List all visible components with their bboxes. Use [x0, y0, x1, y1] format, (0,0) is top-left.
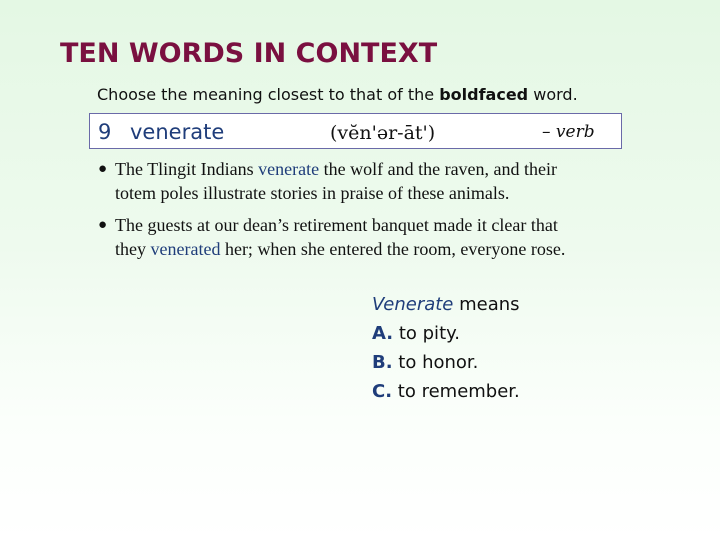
instruction-text — [97, 85, 578, 104]
question-means: means — [459, 294, 520, 315]
instruction-before: Choose the meaning closest to that of the — [97, 85, 435, 104]
option-letter: B. — [372, 352, 393, 373]
option-text: to pity. — [398, 323, 460, 344]
option-letter: A. — [372, 323, 394, 344]
option-letter: C. — [372, 381, 393, 402]
answer-option-b[interactable] — [372, 348, 520, 377]
question-word: Venerate — [372, 294, 454, 315]
instruction-bold: boldfaced — [439, 85, 529, 104]
option-text: to remember. — [397, 381, 520, 402]
pronunciation: (vĕn'ər-āt') — [330, 122, 436, 144]
sentence-text: they — [115, 239, 146, 259]
bullet-icon: ● — [98, 161, 108, 177]
word-number: 9 — [98, 120, 112, 144]
sentence-text: The guests at our dean’s retirement banquet made it clear that — [115, 215, 558, 235]
question-stem — [372, 290, 520, 319]
sentence-text: the wolf and the raven, and their — [323, 159, 558, 179]
vocabulary-word: venerate — [130, 120, 225, 144]
example-sentence-1 — [98, 157, 698, 205]
part-of-speech: – verb — [542, 122, 595, 142]
option-text: to honor. — [398, 352, 479, 373]
highlighted-word: venerated — [150, 239, 221, 259]
answer-option-c[interactable] — [372, 377, 520, 406]
sentence-text: totem poles illustrate stories in praise of these animals. — [115, 183, 510, 203]
slide-title: TEN WORDS IN CONTEXT — [60, 38, 438, 69]
highlighted-word: venerate — [258, 159, 320, 179]
answer-option-a[interactable] — [372, 319, 520, 348]
sentence-text: The Tlingit Indians — [115, 159, 254, 179]
instruction-after: word. — [533, 85, 578, 104]
bullet-icon: ● — [98, 217, 108, 233]
sentence-text: her; when she entered the room, everyone rose. — [224, 239, 566, 259]
word-header-box — [89, 113, 622, 149]
answer-choices — [372, 290, 520, 406]
example-sentence-2 — [98, 213, 698, 261]
